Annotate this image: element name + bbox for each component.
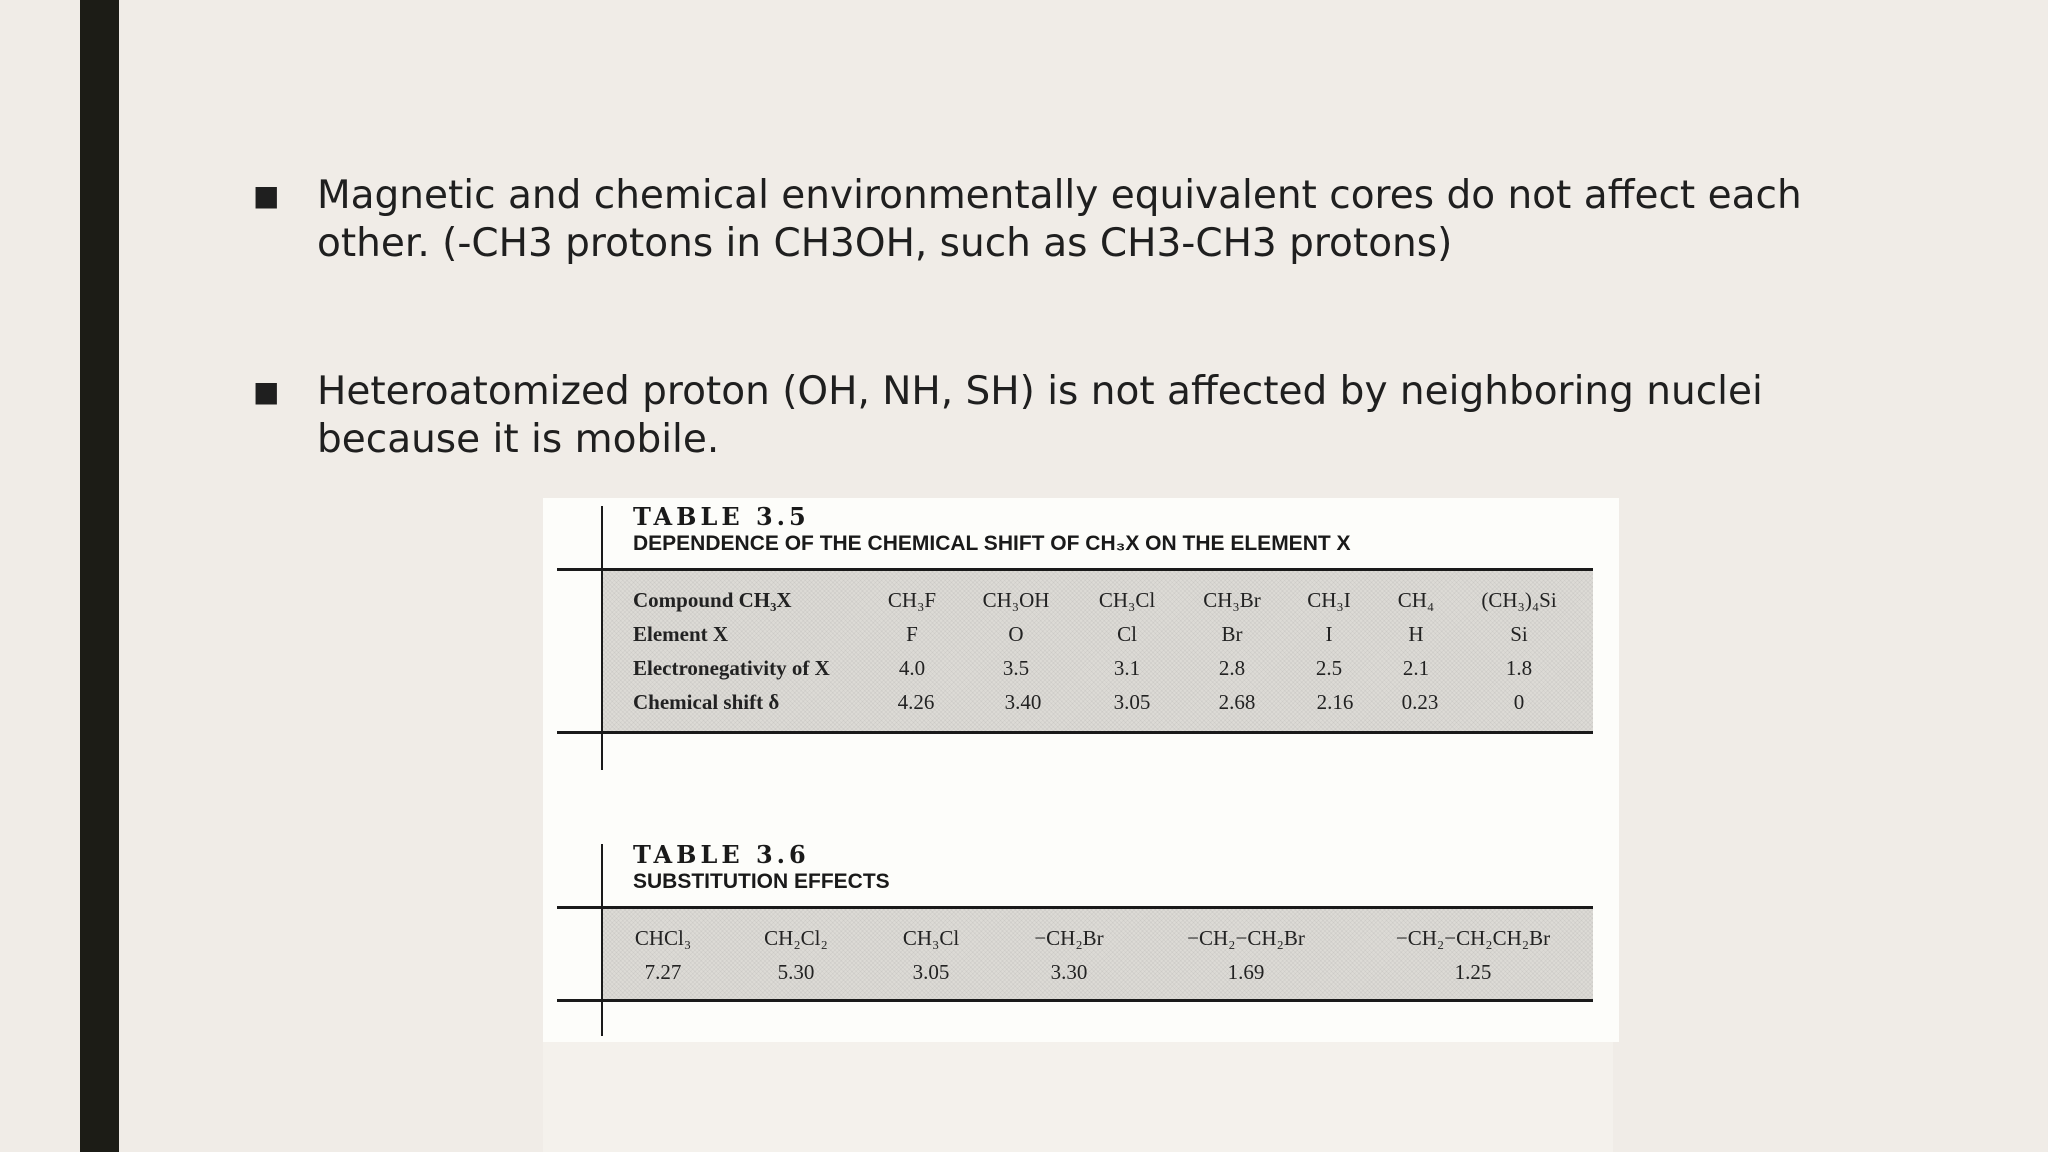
table-cell: 0.23 — [1401, 690, 1439, 714]
table-title: DEPENDENCE OF THE CHEMICAL SHIFT OF CH₃X ON THE ELEMENT X — [633, 532, 1351, 555]
bullet-square-icon: ■ — [253, 179, 280, 212]
shift-cell: 5.30 — [777, 960, 815, 984]
table-cell: 2.8 — [1218, 656, 1246, 680]
table-number: TABLE 3.6 — [633, 840, 810, 869]
compound-cell: −CH₂−CH₂Br — [1187, 926, 1305, 950]
table-rule — [557, 731, 1593, 734]
table-rule — [601, 734, 603, 770]
compound-cell: −CH₂−CH₂CH₂Br — [1395, 926, 1551, 950]
table-cell: 1.8 — [1505, 656, 1533, 680]
row-label: Compound CH₃X — [633, 588, 792, 612]
left-accent-bar — [80, 0, 119, 1152]
table-cell: 2.5 — [1315, 656, 1343, 680]
table-cell: 2.1 — [1402, 656, 1430, 680]
table-cell: CH₄ — [1397, 588, 1435, 612]
shift-cell: 1.69 — [1227, 960, 1265, 984]
row-label: Element X — [633, 622, 729, 646]
compound-cell: CHCl₃ — [634, 926, 692, 950]
bullet-text-1: Magnetic and chemical environmentally equivalent cores do not affect each other. (-CH3 protons in CH3OH, such as CH3-CH3 protons) — [317, 173, 1802, 266]
table-rule — [601, 506, 603, 568]
table-cell: Br — [1221, 622, 1243, 646]
table-cell: H — [1408, 622, 1424, 646]
table-rule — [601, 909, 603, 999]
table-number: TABLE 3.5 — [633, 502, 810, 531]
table-3-6 — [543, 836, 1619, 1042]
table-cell: CH₃I — [1307, 588, 1351, 612]
table-cell: 3.5 — [1002, 656, 1030, 680]
table-cell: 2.68 — [1218, 690, 1256, 714]
table-cell: CH₃Br — [1203, 588, 1261, 612]
shift-cell: 3.05 — [912, 960, 950, 984]
bullet-square-icon: ■ — [253, 375, 280, 408]
table-title: SUBSTITUTION EFFECTS — [633, 870, 890, 893]
table-cell: F — [906, 622, 918, 646]
table-cell: Si — [1510, 622, 1528, 646]
table-rule — [557, 999, 1593, 1002]
table-cell: 3.1 — [1113, 656, 1141, 680]
figure-shadow-area — [543, 1042, 1613, 1152]
compound-cell: −CH₂Br — [1034, 926, 1104, 950]
table-cell: Cl — [1117, 622, 1137, 646]
compound-cell: CH₂Cl₂ — [764, 926, 828, 950]
table-cell: 0 — [1513, 690, 1525, 714]
table-cell: (CH₃)₄Si — [1481, 588, 1557, 612]
table-rule — [601, 1002, 603, 1036]
table-rule — [601, 844, 603, 906]
row-label: Chemical shift δ — [633, 690, 780, 714]
bullet-text-2: Heteroatomized proton (OH, NH, SH) is not affected by neighboring nuclei because it is mobile. — [317, 369, 1763, 462]
shift-cell: 7.27 — [644, 960, 682, 984]
shift-cell: 1.25 — [1454, 960, 1492, 984]
table-cell: 3.05 — [1113, 690, 1151, 714]
tables-figure — [543, 498, 1619, 1042]
table-shading — [603, 909, 1593, 999]
table-3-5 — [543, 498, 1619, 788]
table-cell: I — [1325, 622, 1333, 646]
table-cell: 4.26 — [897, 690, 935, 714]
table-cell: O — [1008, 622, 1024, 646]
table-cell: 3.40 — [1004, 690, 1042, 714]
table-cell: 4.0 — [898, 656, 926, 680]
shift-cell: 3.30 — [1050, 960, 1088, 984]
table-cell: CH₃F — [887, 588, 937, 612]
table-cell: CH₃Cl — [1098, 588, 1156, 612]
table-cell: 2.16 — [1316, 690, 1354, 714]
row-label: Electronegativity of X — [633, 656, 830, 680]
compound-cell: CH₃Cl — [902, 926, 960, 950]
table-cell: CH₃OH — [982, 588, 1050, 612]
table-rule — [601, 571, 603, 731]
